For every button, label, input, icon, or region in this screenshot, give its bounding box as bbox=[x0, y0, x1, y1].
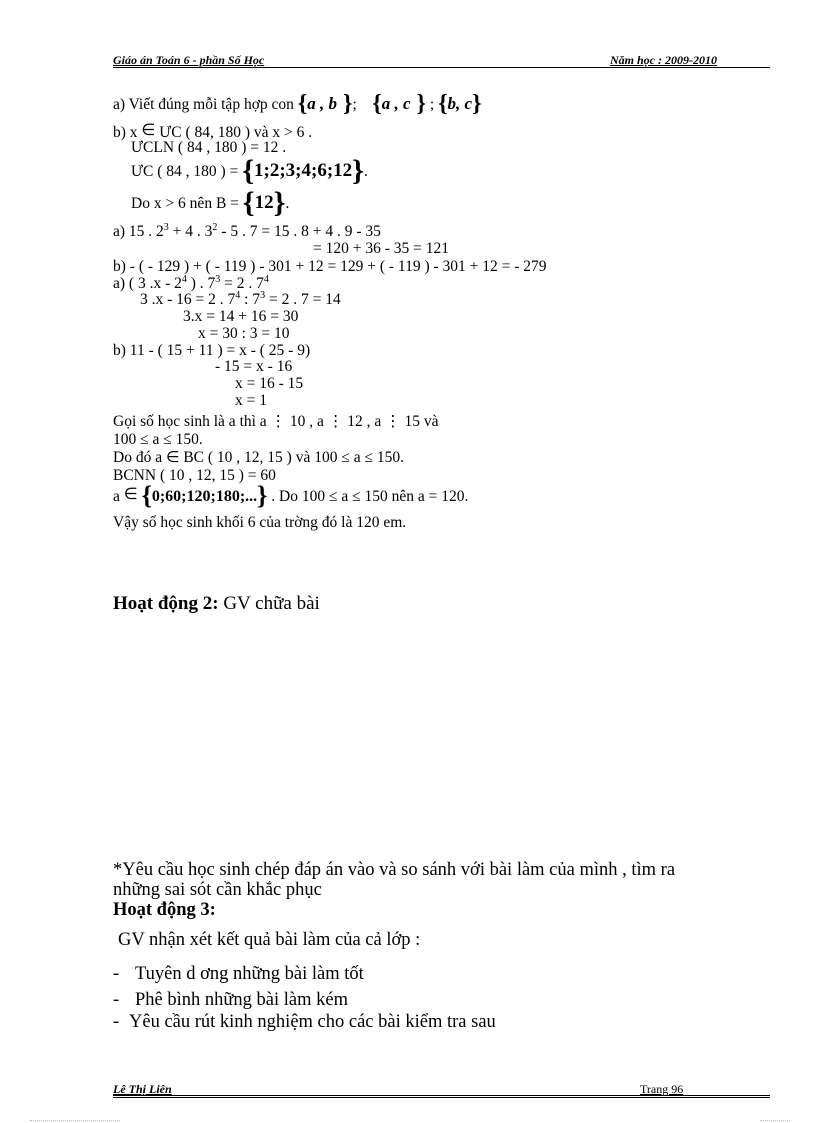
footer-page: Trang 96 bbox=[640, 1082, 684, 1096]
answer-line-7: = 120 + 36 - 35 = 121 bbox=[313, 240, 450, 257]
footer-rule bbox=[113, 1095, 770, 1096]
header-left: Giáo án Toán 6 - phần Số Học bbox=[113, 53, 265, 67]
answer-line-20: BCNN ( 10 , 12, 15 ) = 60 bbox=[113, 467, 276, 484]
activity-3-item: - Yêu cầu rút kinh nghiệm cho các bài kiểm tra sau bbox=[113, 1012, 496, 1032]
activity-3-item: - Phê bình những bài làm kém bbox=[113, 990, 348, 1010]
activity-3-intro: GV nhận xét kết quả bài làm của cả lớp : bbox=[118, 930, 421, 950]
activity-2-heading: Hoạt động 2: GV chữa bài bbox=[113, 593, 320, 614]
header-rule bbox=[113, 67, 770, 68]
note-line-1: *Yêu cầu học sinh chép đáp án vào và so sánh với bài làm của mình , tìm ra bbox=[113, 860, 676, 880]
answer-line-17: Gọi số học sinh là a thì a ⋮ 10 , a ⋮ 12 , a ⋮ 15 và bbox=[113, 413, 439, 430]
answer-line-4: ƯC ( 84 , 180 ) = {1;2;3;4;6;12}. bbox=[131, 154, 368, 187]
answer-line-6: a) 15 . $2^3 + 4$ . $3^2 - 5$ . 7 = 15 . 8 + 4 . 9 - 35 bbox=[113, 221, 381, 240]
page-corner-mark bbox=[760, 1120, 790, 1121]
answer-line-8: b) - ( - 129 ) + ( - 119 ) - 301 + 12 = 129 + ( - 119 ) - 301 + 12 = - 279 bbox=[113, 258, 547, 275]
answer-line-15: x = 16 - 15 bbox=[235, 375, 304, 392]
header-right: Năm học : 2009-2010 bbox=[610, 53, 717, 67]
activity-3-heading: Hoạt động 3: bbox=[113, 900, 216, 920]
activity-3-item: - Tuyên d ơng những bài làm tốt bbox=[113, 964, 364, 984]
page-corner-mark bbox=[30, 1120, 120, 1121]
answer-line-18: 100 ≤ a ≤ 150. bbox=[113, 431, 203, 448]
answer-line-14: - 15 = x - 16 bbox=[215, 358, 293, 375]
answer-line-13: b) 11 - ( 15 + 11 ) = x - ( 25 - 9) bbox=[113, 342, 311, 359]
note-line-2: những sai sót cần khắc phục bbox=[113, 880, 322, 900]
answer-line-10: 3 .x - 16 = 2 . $7^4$ : $7^3 = 2$ . 7 = 14 bbox=[140, 289, 341, 308]
answer-line-16: x = 1 bbox=[235, 392, 267, 409]
answer-line-11: 3.x = 14 + 16 = 30 bbox=[183, 308, 299, 325]
answer-line-21: a ∈ {0;60;120;180;...} . Do 100 ≤ a ≤ 150 nên a = 120. bbox=[113, 481, 469, 510]
answer-line-19: Do đó a ∈ BC ( 10 , 12, 15 ) và 100 ≤ a ≤ 150. bbox=[113, 449, 404, 466]
answer-line-3: ƯCLN ( 84 , 180 ) = 12 . bbox=[131, 139, 287, 156]
answer-line-5: Do x > 6 nên B = {12}. bbox=[131, 186, 290, 219]
footer-rule-2 bbox=[113, 1097, 770, 1098]
footer-author: Lê Thị Liên bbox=[113, 1082, 172, 1096]
answer-line-2: b) x ∈ ƯC ( 84, 180 ) và x > 6 . bbox=[113, 122, 313, 141]
answer-line-1: a) Viết đúng mỗi tập hợp con {a , b }; {a , c } ; {b, c} bbox=[113, 91, 482, 117]
answer-line-12: x = 30 : 3 = 10 bbox=[198, 325, 290, 342]
answer-line-22: Vậy số học sinh khối 6 của trờng đó là 120 em. bbox=[113, 514, 407, 531]
answer-line-9: a) ( 3 .x - $2^4$ ) . $7^3 = 2$ . $7^4$ bbox=[113, 273, 269, 292]
